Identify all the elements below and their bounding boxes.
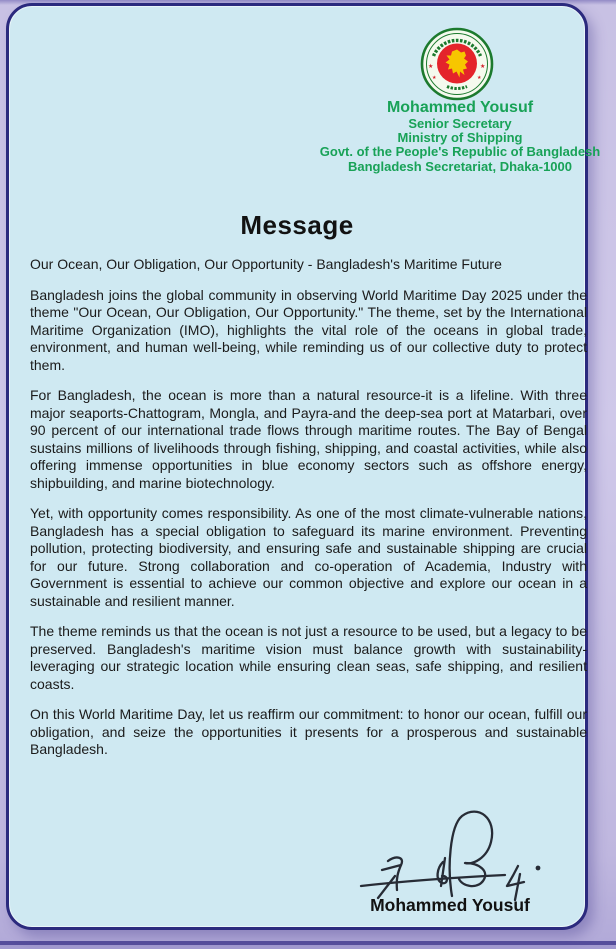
paragraph: Bangladesh joins the global community in observing World Maritime Day 2025 under the theme "Our Ocean, Our Obligation, Our Opportunity." The theme, set by the International Maritime Organization (IMO), highlights the vital role of the oceans in global trade, environment, and human well-being, while reminding us of our collective duty to protect them. [30, 286, 587, 373]
letterhead-govt: Govt. of the People's Republic of Bangladesh [319, 144, 601, 160]
bangladesh-government-emblem-icon [420, 27, 494, 101]
paragraph: On this World Maritime Day, let us reaffirm our commitment: to honor our ocean, fulfill our obligation, and seize the opportunities it presents for a prosperous and sustainable Bangladesh. [30, 706, 587, 757]
message-heading: Message [240, 210, 354, 240]
letterhead [295, 98, 616, 174]
letterhead-address: Bangladesh Secretariat, Dhaka-1000 [348, 158, 572, 174]
paragraph: Yet, with opportunity comes responsibility. As one of the most climate-vulnerable nations, Bangladesh has a special obligation to safeguard its marine environment. Preventing pollution, protecting biodiversity, and ensuring safe and sustainable shipping are crucial for our future. Strong collaboration and co-operation of Academia, Industry with Government is essential to achieve our common objective and explore our ocean in a sustainable and resilient manner. [30, 505, 587, 609]
frame-bottom-edge [0, 941, 616, 945]
letter-card [6, 3, 601, 930]
message-body [30, 256, 587, 772]
svg-text:★: ★ [480, 64, 486, 70]
paragraph: For Bangladesh, the ocean is more than a natural resource-it is a lifeline. With three major seaports-Chattogram, Mongla, and Payra-and the deep-sea port at Matarbari, over 90 percent of our international trade flows through maritime routes. The Bay of Bengal sustains millions of livelihoods through fishing, shipping, and coastal activities, while also offering immense opportunities in blue economy sectors such as offshore energy, shipbuilding, and marine biotechnology. [30, 387, 587, 491]
letterhead-name: Mohammed Yousuf [386, 99, 534, 116]
signature-scrawl-icon [355, 804, 570, 904]
letterhead-ministry: Ministry of Shipping [397, 130, 523, 146]
paragraph: The theme reminds us that the ocean is not just a resource to be used, but a legacy to be preserved. Bangladesh's maritime vision must balance growth with sustainability-leveraging our strategic location while ensuring clean seas, safe shipping, and resilient coasts. [30, 623, 587, 692]
svg-text:★: ★ [432, 75, 437, 81]
signed-name: Mohammed Yousuf [370, 895, 530, 915]
letterhead-title: Senior Secretary [408, 116, 512, 131]
theme-line: Our Ocean, Our Obligation, Our Opportunity - Bangladesh's Maritime Future [30, 256, 502, 272]
svg-text:★: ★ [428, 64, 434, 70]
svg-text:★: ★ [477, 75, 482, 81]
